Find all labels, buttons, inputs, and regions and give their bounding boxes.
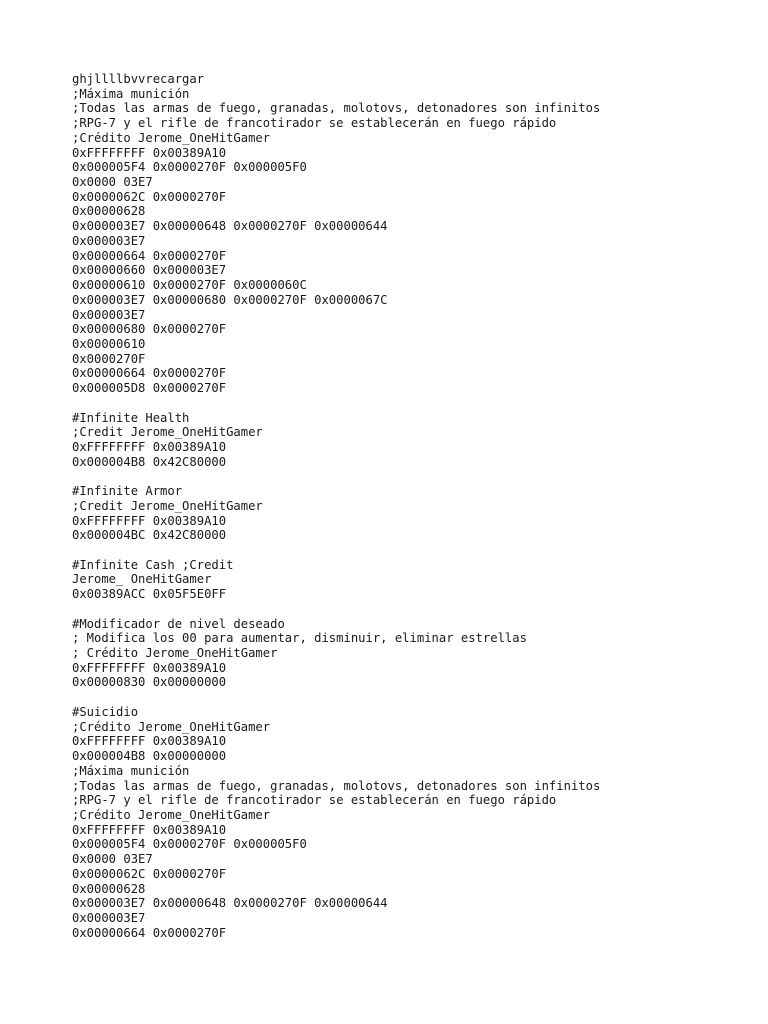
text-line: #Infinite Armor — [72, 484, 183, 499]
text-line: 0x000003E7 0x00000648 0x0000270F 0x00000644 — [72, 896, 388, 911]
text-line: ; Modifica los 00 para aumentar, disminuir, eliminar estrellas — [72, 631, 527, 646]
text-line: 0x00000628 — [72, 881, 146, 896]
text-line: 0x000004BC 0x42C80000 — [72, 528, 227, 543]
text-line: 0x000003E7 — [72, 307, 146, 322]
text-line: 0xFFFFFFFF 0x00389A10 — [72, 822, 227, 837]
text-line: 0x0000 03E7 — [72, 852, 153, 867]
text-line: ;RPG-7 y el rifle de francotirador se establecerán en fuego rápido — [72, 793, 557, 808]
text-line: 0x000005F4 0x0000270F 0x000005F0 — [72, 160, 307, 175]
text-line: ghjllllbvvrecargar — [72, 72, 205, 86]
document-page — [72, 72, 752, 940]
text-line: Jerome_ OneHitGamer — [72, 572, 212, 587]
text-line: 0x00389ACC 0x05F5E0FF — [72, 587, 227, 602]
text-line: 0xFFFFFFFF 0x00389A10 — [72, 439, 227, 454]
text-line: 0x000005F4 0x0000270F 0x000005F0 — [72, 837, 307, 852]
text-line: #Modificador de nivel deseado — [72, 616, 285, 631]
text-line: 0x000003E7 0x00000648 0x0000270F 0x00000644 — [72, 219, 388, 234]
text-line: 0x00000664 0x0000270F — [72, 366, 227, 381]
text-line: ;Crédito Jerome_OneHitGamer — [72, 719, 271, 734]
text-line: 0xFFFFFFFF 0x00389A10 — [72, 660, 227, 675]
text-line: 0x00000610 0x0000270F 0x0000060C — [72, 278, 307, 293]
text-line: #Infinite Health — [72, 410, 190, 425]
text-line: 0xFFFFFFFF 0x00389A10 — [72, 513, 227, 528]
text-line: 0xFFFFFFFF 0x00389A10 — [72, 734, 227, 749]
text-line: ;Crédito Jerome_OneHitGamer — [72, 807, 271, 822]
text-line: 0x000003E7 0x00000680 0x0000270F 0x0000067C — [72, 292, 388, 307]
text-line: 0xFFFFFFFF 0x00389A10 — [72, 145, 227, 160]
text-line: ;RPG-7 y el rifle de francotirador se establecerán en fuego rápido — [72, 116, 557, 131]
blank-line — [72, 543, 752, 558]
text-line: ;Todas las armas de fuego, granadas, molotovs, detonadores son infinitos — [72, 101, 601, 116]
text-line: ;Credit Jerome_OneHitGamer — [72, 425, 263, 440]
text-line: ;Máxima munición — [72, 86, 190, 101]
text-line: 0x00000664 0x0000270F — [72, 248, 227, 263]
blank-line — [72, 602, 752, 617]
text-line: 0x0000 03E7 — [72, 175, 153, 190]
text-line: 0x000003E7 — [72, 233, 146, 248]
blank-line — [72, 396, 752, 411]
text-line: ;Crédito Jerome_OneHitGamer — [72, 130, 271, 145]
text-line: 0x000004B8 0x00000000 — [72, 749, 227, 764]
text-line: #Suicidio — [72, 704, 139, 719]
text-line: 0x000004B8 0x42C80000 — [72, 454, 227, 469]
text-line: ;Máxima munición — [72, 763, 190, 778]
text-line: 0x00000610 — [72, 336, 146, 351]
text-line: 0x00000660 0x000003E7 — [72, 263, 227, 278]
text-line: 0x00000664 0x0000270F — [72, 925, 227, 940]
text-line: 0x00000628 — [72, 204, 146, 219]
text-line: ;Todas las armas de fuego, granadas, molotovs, detonadores son infinitos — [72, 778, 601, 793]
text-line: 0x000003E7 — [72, 910, 146, 925]
text-line: 0x0000062C 0x0000270F — [72, 866, 227, 881]
text-line: ; Crédito Jerome_OneHitGamer — [72, 646, 278, 661]
text-line: #Infinite Cash ;Credit — [72, 557, 234, 572]
text-line: ;Credit Jerome_OneHitGamer — [72, 498, 263, 513]
text-line: 0x00000830 0x00000000 — [72, 675, 227, 690]
text-line: 0x000005D8 0x0000270F — [72, 381, 227, 396]
text-line: 0x0000270F — [72, 351, 146, 366]
text-line: 0x00000680 0x0000270F — [72, 322, 227, 337]
text-line: 0x0000062C 0x0000270F — [72, 189, 227, 204]
blank-line — [72, 690, 752, 705]
blank-line — [72, 469, 752, 484]
